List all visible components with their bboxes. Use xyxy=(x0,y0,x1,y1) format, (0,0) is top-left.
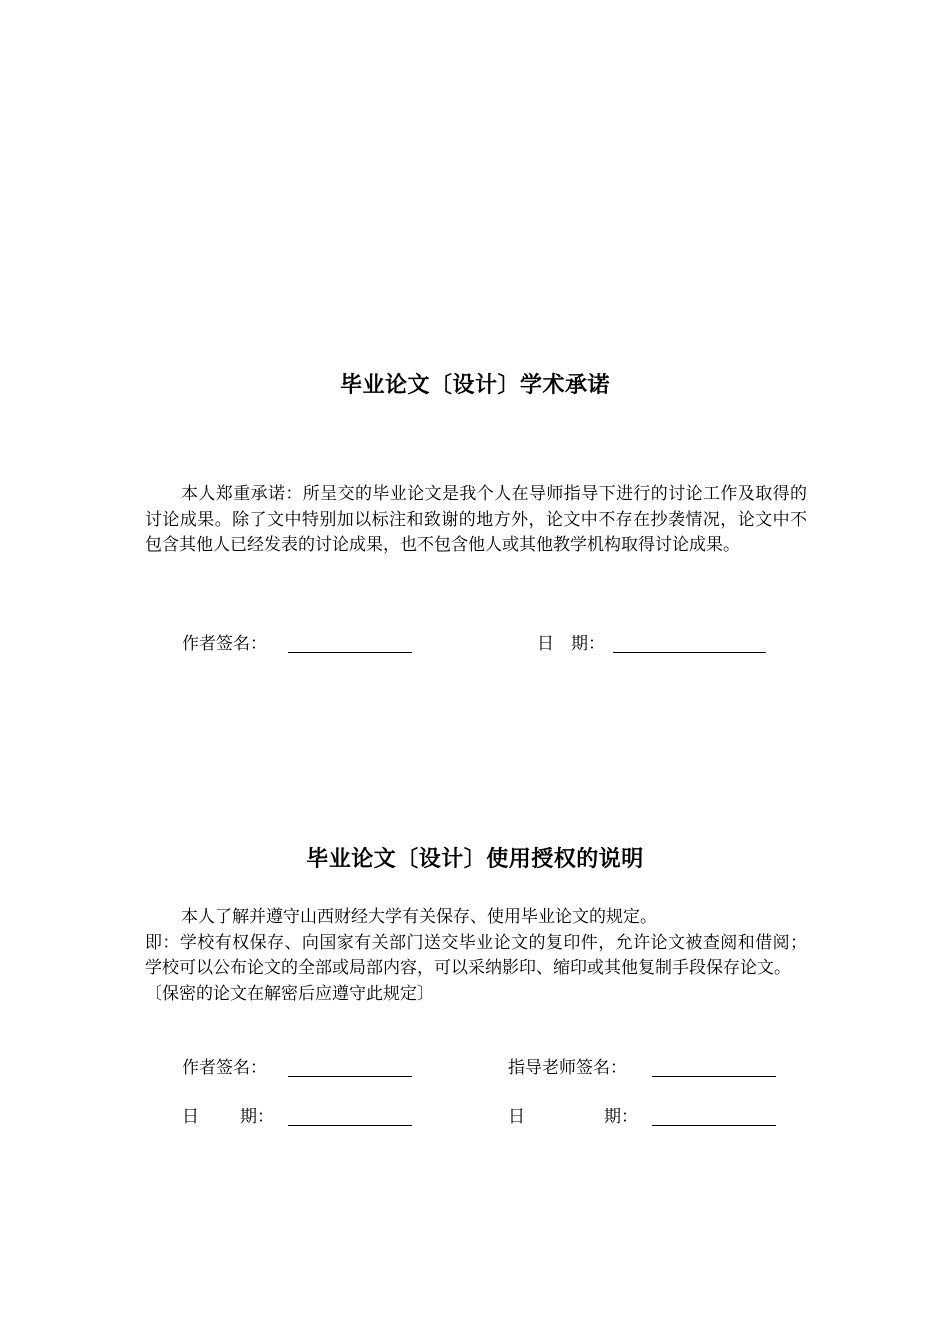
author-signature-label-2: 作者签名： xyxy=(182,1058,267,1078)
author-signature-label: 作者签名： xyxy=(182,634,267,654)
advisor-signature-label: 指导老师签名： xyxy=(508,1058,627,1078)
authorization-paragraph xyxy=(145,905,807,1007)
date-label-left-char1: 日 xyxy=(182,1107,199,1127)
date-blank[interactable] xyxy=(613,652,766,653)
authorization-text-line1: 本人了解并遵守山西财经大学有关保存、使用毕业论文的规定。 xyxy=(181,907,657,927)
usage-authorization-title: 毕业论文〔设计〕使用授权的说明 xyxy=(306,847,644,872)
author-signature-blank[interactable] xyxy=(288,652,412,653)
date-label-left-char2: 期： xyxy=(240,1107,274,1127)
date-label-right-char1: 日 xyxy=(508,1107,525,1127)
date-blank-left[interactable] xyxy=(288,1125,412,1126)
date-label: 日 期： xyxy=(537,634,605,654)
advisor-signature-blank[interactable] xyxy=(652,1076,776,1077)
authorization-text-rest: 即：学校有权保存、向国家有关部门送交毕业论文的复印件，允许论文被查阅和借阅；学校可以公布论文的全部或局部内容，可以采纳影印、缩印或其他复制手段保存论文。 xyxy=(145,932,807,978)
commitment-text: 本人郑重承诺：所呈交的毕业论文是我个人在导师指导下进行的讨论工作及取得的讨论成果。除了文中特别加以标注和致谢的地方外，论文中不存在抄袭情况，论文中不包含其他人已经发表的讨论成果，也不包含他人或其他教学机构取得讨论成果。 xyxy=(145,484,807,555)
author-signature-blank-2[interactable] xyxy=(288,1076,412,1077)
confidential-note: 〔保密的论文在解密后应遵守此规定〕 xyxy=(145,983,434,1004)
commitment-paragraph xyxy=(145,482,807,559)
date-label-right-char2: 期： xyxy=(604,1107,638,1127)
date-blank-right[interactable] xyxy=(652,1125,776,1126)
academic-commitment-title: 毕业论文〔设计〕学术承诺 xyxy=(339,373,610,398)
